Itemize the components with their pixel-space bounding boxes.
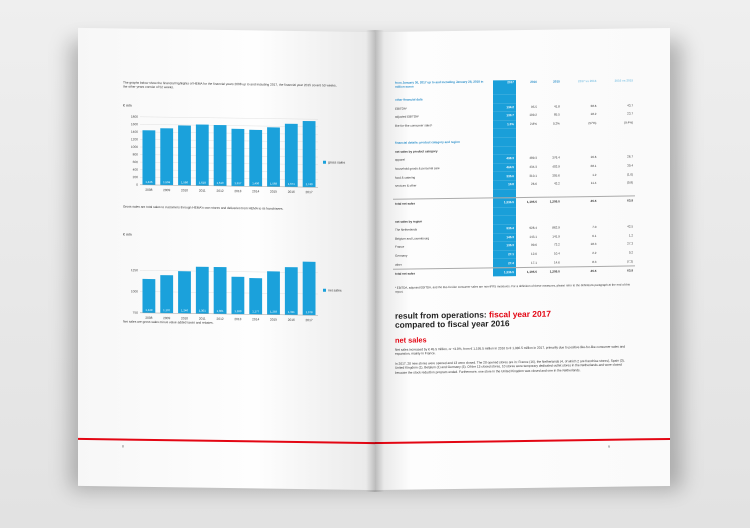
- net-sales-ytick-label: 1250: [130, 268, 138, 273]
- gross-sales-ytick-label: 600: [132, 160, 138, 165]
- table-cell: [493, 207, 516, 216]
- table-cell: [539, 215, 562, 224]
- heading-part-black: result from operations:: [395, 309, 487, 321]
- gross-sales-category-label: 2012: [216, 188, 224, 193]
- table-cell: 10.8: [493, 180, 516, 189]
- net-sales-data-label: 1,378: [305, 310, 313, 315]
- table-cell: [516, 215, 539, 224]
- table-cell: [493, 215, 516, 224]
- left-page: [78, 28, 375, 490]
- table-cell: [516, 128, 539, 137]
- net-sales-category-label: 2009: [163, 316, 171, 321]
- table-row-label: EBITDA¹: [395, 106, 407, 111]
- net-sales-bar: [196, 267, 209, 314]
- table-row-label: apparel: [395, 158, 406, 163]
- table-header-label: from January 30, 2017 up to and including January 28, 2018 in million euros: [395, 79, 484, 89]
- table-cell: 43.7: [627, 103, 633, 108]
- table-cell: 1,336.5: [493, 198, 516, 207]
- chart2-caption: Net sales are gross sales minus value added taxes and rebates.: [123, 319, 214, 325]
- table-cell: 41.8: [553, 104, 560, 109]
- table-cell: 2.8%: [530, 121, 537, 126]
- table-cell: 376.4: [552, 155, 560, 161]
- net-sales-category-label: 2010: [180, 316, 189, 321]
- table-cell: 16.6: [590, 155, 597, 160]
- gross-sales-category-label: 2015: [269, 189, 278, 194]
- table-cell: 143.1: [529, 234, 537, 239]
- table-cell: (0.8): [626, 180, 633, 185]
- table-header-cell: 2016: [530, 79, 537, 84]
- table-cell: [539, 188, 562, 197]
- gross-sales-ytick-label: 1000: [130, 144, 138, 149]
- net-sales-legend-swatch: [323, 289, 326, 292]
- gross-sales-data-label: 1,671: [287, 181, 295, 186]
- table-cell: 0.1: [592, 233, 597, 238]
- net-sales-data-label: 1,259: [270, 309, 277, 314]
- gross-sales-bar: [267, 127, 280, 186]
- table-cell: 42.5: [627, 224, 633, 229]
- net-sales-data-label: 1,246: [181, 308, 188, 313]
- table-cell: [562, 187, 599, 197]
- table-cell: 335.6: [493, 171, 516, 180]
- table-cell: [539, 145, 562, 154]
- table-cell: 18.2: [590, 112, 597, 117]
- table-cell: [516, 188, 539, 197]
- right-page: [375, 28, 670, 490]
- gross-sales-bar: [231, 129, 244, 186]
- table-cell: 73.2: [553, 242, 560, 247]
- table-row: [393, 266, 635, 278]
- table-cell: 134.2: [493, 103, 516, 112]
- table-cell: 26.6: [531, 182, 537, 187]
- heading-part-red: fiscal year 2017: [489, 308, 551, 320]
- net-sales-subheading: net sales: [395, 335, 427, 345]
- table-cell: 403.9: [552, 164, 560, 169]
- table-cell: [493, 94, 516, 103]
- net-sales-category-label: 2016: [287, 317, 295, 322]
- net-sales-ytick-label: 1000: [130, 289, 138, 294]
- table-cell: 1.2: [592, 172, 597, 177]
- table-row-label: services & other: [395, 183, 417, 189]
- section-heading: [395, 308, 655, 330]
- gross-sales-ytick-label: 200: [132, 175, 138, 180]
- table-cell: [539, 128, 562, 137]
- table-cell: 1.3%: [493, 120, 516, 129]
- table-cell: 928.4: [529, 226, 537, 231]
- gross-sales-bar: [285, 124, 298, 187]
- table-header-cell: 2017 vs 2016: [578, 78, 597, 84]
- table-cell: 498.3: [493, 154, 516, 163]
- book-gutter: [366, 30, 384, 492]
- table-cell: [598, 187, 635, 197]
- table-cell: [516, 94, 539, 103]
- table-cell: 0.2%: [552, 121, 560, 126]
- paragraph-2: In 2017, 28 new stores were opened and 13 were closed. The 28 opened stores are in: France (16), the Netherlands (4, of which 2 are franchise stores), Spain (3), United Kingdom (1), Belgium (1) and Germany (3). Of the 13 closed stores, 10 stores were temporary dedicated outlet stores in the Netherlands and were closed because the stock reduction program ended. Furthermore, one store in the United Kingdom was closed and one in the Netherlands.: [395, 358, 625, 375]
- table-cell: [516, 145, 539, 154]
- table-cell: 862.9: [552, 225, 560, 230]
- table-cell: 1,209.0: [539, 267, 562, 276]
- table-cell: 109.2: [529, 113, 537, 118]
- table-cell: [516, 206, 539, 215]
- chart2-ylabel: € mln: [123, 232, 132, 237]
- table-cell: 27.4: [493, 258, 516, 267]
- gross-sales-data-label: 1,610: [216, 180, 224, 185]
- gross-sales-bar: [196, 124, 209, 185]
- net-sales-data-label: 1,301: [216, 308, 224, 313]
- table-cell: 1.2: [628, 233, 633, 238]
- gross-sales-data-label: 1,504: [163, 180, 171, 185]
- table-cell: 99.6: [531, 243, 537, 248]
- table-cell: 63.9: [598, 266, 635, 276]
- gross-sales-bar: [160, 128, 173, 185]
- table-row-label: Germany: [395, 253, 408, 258]
- gross-sales-data-label: 1,618: [198, 180, 206, 185]
- gross-sales-bar: [142, 130, 155, 185]
- table-cell: [493, 137, 516, 146]
- gross-sales-data-label: 1,749: [305, 182, 313, 187]
- intro-text: The graphs below show the financial highlights of HEMA for the financial years 2008 up to and including 2017, the financial year 2015 covers 53 weeks, the other years consist of 52 weeks.: [123, 80, 337, 90]
- table-cell: 28.1: [590, 164, 597, 169]
- gross-sales-ytick-label: 0: [136, 182, 138, 187]
- gross-sales-ytick-label: 1600: [130, 122, 138, 127]
- gross-sales-data-label: 1,446: [145, 179, 153, 184]
- table-cell: 1,195.5: [516, 267, 539, 276]
- table-cell: 18.3: [590, 242, 597, 247]
- net-sales-data-label: 1,177: [252, 309, 260, 314]
- table-cell: 1,195.5: [516, 197, 539, 206]
- gross-sales-ytick-label: 1400: [130, 129, 138, 134]
- table-cell: [539, 206, 562, 215]
- table-cell: 0.2: [628, 250, 633, 255]
- net-sales-data-label: 1,189: [234, 309, 242, 314]
- table-row-label: financial details: product category and region: [395, 140, 461, 146]
- footer-red-line: [78, 438, 375, 444]
- table-cell: 133.7: [493, 111, 516, 120]
- page-number-left: 8: [122, 444, 124, 449]
- gross-sales-ytick-label: 800: [132, 152, 138, 157]
- table-cell: 8.3: [592, 259, 597, 264]
- table-row-label: food & catering: [395, 175, 416, 180]
- paragraph-1: Net sales increased by € 45.5 million, or +3.8%, from € 1,195.5 million in 2016 to € 1,336.5 million in 2017, primarily due to positive like-for-like consumer sales and expansion, mainly in France.: [395, 344, 626, 357]
- net-sales-category-label: 2017: [305, 318, 313, 323]
- table-cell: (7.3): [626, 259, 633, 264]
- heading-line-2: compared to fiscal year 2016: [395, 318, 510, 330]
- table-cell: 310.1: [529, 173, 537, 178]
- table-cell: 14.6: [553, 260, 560, 265]
- table-row-label: other: [395, 262, 402, 267]
- gross-sales-category-label: 2008: [145, 187, 153, 192]
- table-cell: 63.9: [598, 196, 635, 206]
- table-header-cell: 2015: [553, 79, 560, 84]
- table-row-label: adjusted EBITDA¹: [395, 114, 420, 120]
- table-row-label: The Netherlands: [395, 227, 418, 232]
- table-cell: 17.1: [531, 260, 537, 265]
- page-number-right: 9: [608, 444, 610, 449]
- table-cell: 27.1: [493, 250, 516, 259]
- net-sales-category-label: 2013: [234, 317, 242, 322]
- table-cell: [516, 137, 539, 146]
- table-row-label: Belgium and Luxembourg: [395, 236, 430, 241]
- gross-sales-ytick-label: 1800: [130, 114, 138, 119]
- net-sales-data-label: 1,197: [163, 308, 171, 313]
- net-sales-category-label: 2012: [216, 316, 224, 321]
- table-cell: 434.3: [529, 164, 537, 169]
- table-cell: 7.0: [592, 225, 597, 230]
- gross-sales-category-label: 2014: [252, 189, 260, 194]
- chart1-caption: Gross sales are total sales to customers through HEMA's own stores and deliveries from HEMA to its franchisees.: [123, 204, 284, 211]
- net-sales-bar: [303, 262, 316, 316]
- gross-sales-bar: [178, 125, 191, 185]
- gross-sales-gridline: [140, 117, 318, 119]
- financial-table: [393, 78, 635, 278]
- table-cell: 85.5: [553, 112, 560, 118]
- gross-sales-bar: [214, 125, 227, 186]
- gross-sales-chart: [118, 110, 358, 199]
- gross-sales-category-label: 2010: [180, 188, 189, 193]
- table-row-label: total net sales: [393, 268, 493, 278]
- gross-sales-category-label: 2017: [305, 190, 313, 195]
- table-cell: 935.4: [493, 224, 516, 233]
- net-sales-bar: [178, 271, 191, 313]
- gross-sales-ytick-label: 1200: [130, 137, 138, 142]
- table-cell: 1,336.5: [493, 267, 516, 276]
- net-sales-category-label: 2008: [145, 315, 153, 320]
- table-cell: 43.2: [553, 181, 560, 186]
- table-cell: 26.7: [627, 154, 633, 159]
- gross-sales-legend-label: gross sales: [328, 160, 346, 165]
- table-cell: 141.9: [552, 234, 560, 239]
- gross-sales-data-label: 1,586: [181, 180, 188, 185]
- table-row-label: net sales by region: [395, 219, 423, 224]
- table-footnote: ¹ EBITDA, adjusted EBITDA, and the like-for-like consumer sales are non-IFRS measures. For a definition of these measures, please refer to the definitions paragraph at the end of this report.: [395, 282, 630, 295]
- table-row-label: household goods & personal care: [395, 166, 440, 171]
- table-row-label: other financial data: [395, 97, 423, 103]
- gross-sales-bar: [303, 121, 316, 187]
- table-cell: 45.5: [562, 197, 599, 207]
- table-row-label: like-for-like consumer sales¹: [395, 123, 433, 128]
- table-cell: [493, 128, 516, 137]
- table-header-cell: 2016 vs 2015: [614, 78, 633, 83]
- net-sales-bar: [267, 271, 280, 314]
- gross-sales-category-label: 2016: [287, 189, 295, 194]
- gross-sales-data-label: 1,569: [270, 181, 277, 186]
- table-cell: 30.4: [627, 163, 633, 168]
- table-cell: [539, 93, 562, 102]
- table-cell: 489.3: [529, 156, 537, 161]
- table-cell: (9.4%): [624, 120, 633, 125]
- net-sales-category-label: 2015: [269, 317, 278, 322]
- net-sales-bar: [214, 267, 227, 314]
- table-cell: [493, 189, 516, 198]
- table-cell: 11.4: [590, 181, 597, 186]
- net-sales-data-label: 1,311: [287, 309, 295, 314]
- net-sales-category-label: 2011: [198, 316, 206, 321]
- table-cell: 45.5: [562, 266, 599, 276]
- gross-sales-category-label: 2013: [234, 189, 242, 194]
- gross-sales-category-label: 2009: [163, 188, 171, 193]
- gross-sales-bar: [249, 130, 262, 187]
- table-cell: 145.3: [493, 233, 516, 242]
- net-sales-data-label: 1,149: [145, 307, 153, 312]
- net-sales-chart: [118, 238, 358, 327]
- net-sales-category-label: 2014: [252, 317, 260, 322]
- chart1-ylabel: € mln: [123, 103, 132, 108]
- table-row-label: net sales by product category: [395, 149, 438, 154]
- table-cell: 135.3: [493, 241, 516, 250]
- gross-sales-data-label: 1,517: [234, 181, 242, 186]
- net-sales-bar: [285, 267, 298, 315]
- table-cell: [493, 146, 516, 155]
- table-cell: 305.6: [552, 173, 560, 178]
- net-sales-legend-label: net sales: [328, 288, 342, 293]
- table-cell: [539, 136, 562, 145]
- gross-sales-legend-swatch: [323, 161, 326, 164]
- table-row-label: total net sales: [393, 198, 493, 208]
- table-cell: (57%): [588, 121, 597, 126]
- table-row-label: France: [395, 245, 405, 250]
- table-cell: 1,209.0: [539, 197, 562, 206]
- table-cell: 38.6: [590, 103, 597, 108]
- footer-red-line-right: [375, 438, 670, 444]
- gross-sales-data-label: 1,496: [252, 181, 260, 186]
- table-cell: 95.5: [531, 104, 537, 109]
- gross-sales-category-label: 2011: [198, 188, 206, 193]
- table-cell: 23.7: [627, 111, 633, 117]
- table-cell: 27.3: [627, 241, 633, 246]
- table-cell: 464.5: [493, 163, 516, 172]
- net-sales-ytick-label: 750: [132, 310, 138, 315]
- table-cell: 12.0: [531, 251, 537, 256]
- table-header-cell: 2017: [493, 80, 516, 94]
- table-cell: (1.0): [626, 172, 633, 177]
- net-sales-data-label: 1,301: [198, 308, 206, 313]
- table-cell: 10.4: [553, 251, 560, 256]
- table-cell: 2.2: [592, 250, 597, 256]
- gross-sales-ytick-label: 400: [132, 167, 138, 172]
